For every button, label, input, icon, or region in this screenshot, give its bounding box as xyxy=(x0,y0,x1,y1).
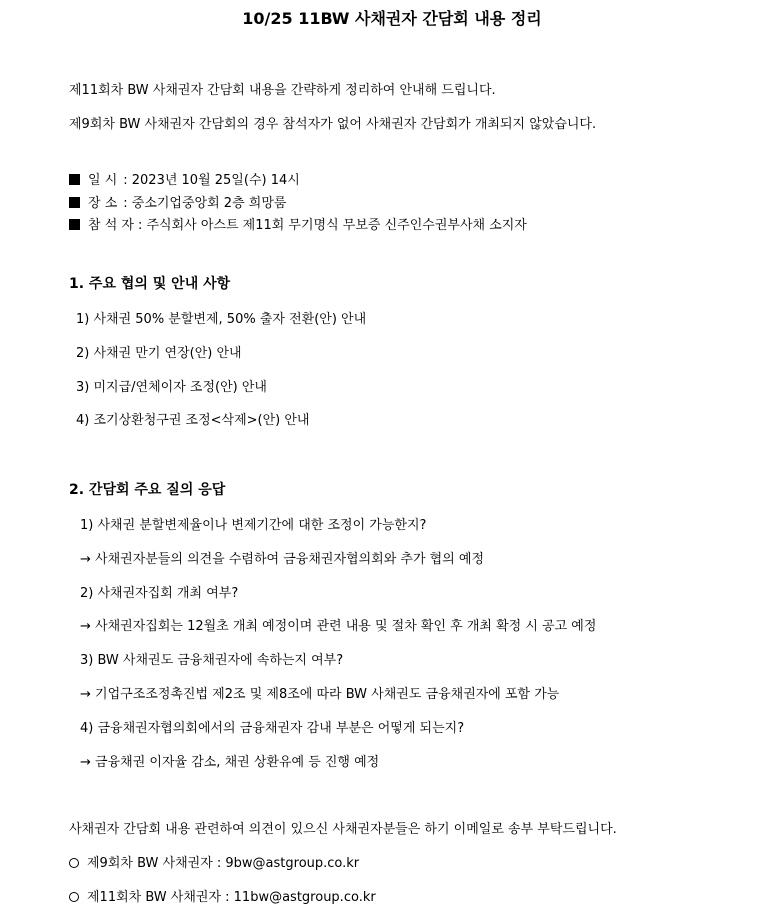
contact-item-11bw xyxy=(69,890,376,906)
square-bullet-icon xyxy=(69,197,80,208)
circle-bullet-icon xyxy=(69,858,79,868)
document-title: 10/25 11BW 사채권자 간담회 내용 정리 xyxy=(242,9,542,28)
info-value: : 주식회사 아스트 제11회 무기명식 무보증 신주인수권부사채 소지자 xyxy=(137,218,527,233)
contact-item-9bw xyxy=(69,856,359,872)
square-bullet-icon xyxy=(69,219,80,230)
info-value: : 중소기업중앙회 2층 희망룸 xyxy=(123,196,287,211)
qa-answer: → 사채권자분들의 의견을 수렴하여 금융채권자협의회와 추가 협의 예정 xyxy=(80,552,485,567)
info-label: 장 소 xyxy=(88,196,118,211)
info-value: : 2023년 10월 25일(수) 14시 xyxy=(123,173,300,188)
circle-bullet-icon xyxy=(69,892,79,902)
qa-question: 4) 금융채권자협의회에서의 금융채권자 감내 부분은 어떻게 되는지? xyxy=(80,721,465,736)
qa-answer: → 사채권자집회는 12월초 개최 예정이며 관련 내용 및 절차 확인 후 개최 확정 시 공고 예정 xyxy=(80,619,597,634)
section1-item: 2) 사채권 만기 연장(안) 안내 xyxy=(76,346,242,361)
qa-question: 1) 사채권 분할변제율이나 변제기간에 대한 조정이 가능한지? xyxy=(80,518,427,533)
info-row-date xyxy=(69,173,300,189)
section1-item: 1) 사채권 50% 분할변제, 50% 출자 전환(안) 안내 xyxy=(76,312,367,327)
closing-text: 사채권자 간담회 내용 관련하여 의견이 있으신 사채권자분들은 하기 이메일로 송부 부탁드립니다. xyxy=(69,822,617,837)
qa-question: 2) 사채권자집회 개최 여부? xyxy=(80,586,239,601)
section1-item: 3) 미지급/연체이자 조정(안) 안내 xyxy=(76,380,267,395)
intro-line-1: 제11회차 BW 사채권자 간담회 내용을 간략하게 정리하여 안내해 드립니다. xyxy=(69,83,496,98)
info-label: 일 시 xyxy=(88,173,118,188)
qa-answer: → 금융채권 이자율 감소, 채권 상환유예 등 진행 예정 xyxy=(80,755,380,770)
info-row-attendees xyxy=(69,218,527,234)
qa-question: 3) BW 사채권도 금융채권자에 속하는지 여부? xyxy=(80,653,344,668)
contact-text: 제11회차 BW 사채권자 : 11bw@astgroup.co.kr xyxy=(87,890,376,905)
info-row-place xyxy=(69,196,286,212)
section1-heading: 1. 주요 협의 및 안내 사항 xyxy=(69,276,231,292)
contact-text: 제9회차 BW 사채권자 : 9bw@astgroup.co.kr xyxy=(87,856,360,871)
intro-line-2: 제9회차 BW 사채권자 간담회의 경우 참석자가 없어 사채권자 간담회가 개최되지 않았습니다. xyxy=(69,117,597,132)
section1-item: 4) 조기상환청구권 조정<삭제>(안) 안내 xyxy=(76,413,310,428)
square-bullet-icon xyxy=(69,174,80,185)
info-label: 참 석 자 xyxy=(88,218,134,233)
section2-heading: 2. 간담회 주요 질의 응답 xyxy=(69,482,226,498)
qa-answer: → 기업구조조정촉진법 제2조 및 제8조에 따라 BW 사채권도 금융채권자에 포함 가능 xyxy=(80,687,560,702)
